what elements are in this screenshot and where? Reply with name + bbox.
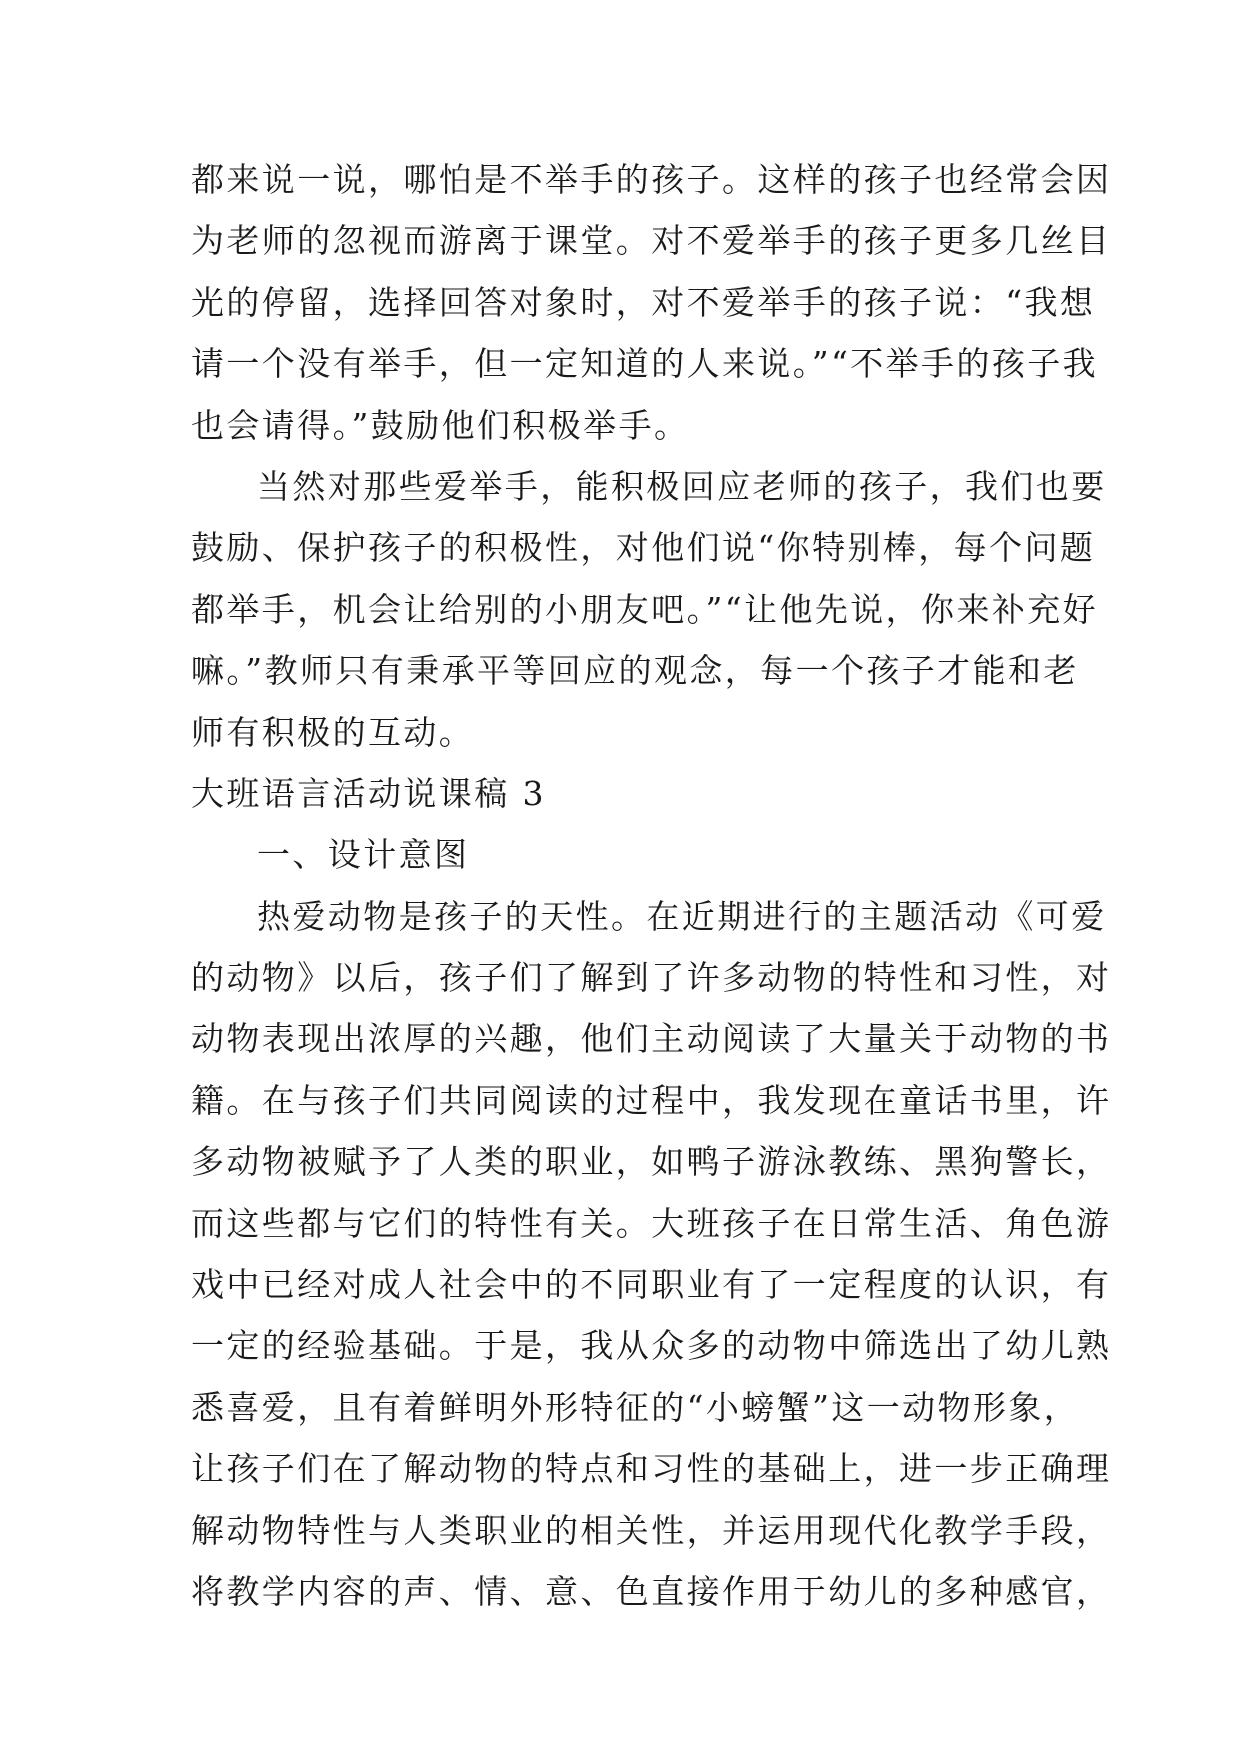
text-line: 而这些都与它们的特性有关。大班孩子在日常生活、角色游 [191, 1203, 1112, 1243]
text-line: 请一个没有举手，但一定知道的人来说。”“不举手的孩子我 [191, 344, 1099, 384]
text-line: 多动物被赋予了人类的职业，如鸭子游泳教练、黑狗警长， [191, 1142, 1112, 1182]
text-line: 嘛。”教师只有秉承平等回应的观念，每一个孩子才能和老 [191, 651, 1079, 691]
paragraph-start-line: 热爱动物是孩子的天性。在近期进行的主题活动《可爱 [257, 896, 1107, 936]
document-body [191, 149, 1112, 1622]
text-line: 让孩子们在了解动物的特点和习性的基础上，进一步正确理 [191, 1449, 1112, 1489]
text-line: 的动物》以后，孩子们了解到了许多动物的特性和习性，对 [191, 958, 1112, 998]
text-line: 师有积极的互动。 [191, 712, 475, 752]
text-line: 为老师的忽视而游离于课堂。对不爱举手的孩子更多几丝目 [191, 221, 1112, 261]
text-line: 也会请得。”鼓励他们积极举手。 [191, 405, 690, 445]
text-line: 光的停留，选择回答对象时，对不爱举手的孩子说：“我想 [191, 282, 1096, 322]
text-line: 都来说一说，哪怕是不举手的孩子。这样的孩子也经常会因 [191, 160, 1112, 199]
text-line: 鼓励、保护孩子的积极性，对他们说“你特别棒，每个问题 [191, 528, 1096, 568]
text-line: 一定的经验基础。于是，我从众多的动物中筛选出了幼儿熟 [191, 1326, 1112, 1366]
text-line: 戏中已经对成人社会中的不同职业有了一定程度的认识，有 [191, 1265, 1112, 1305]
text-line: 将教学内容的声、情、意、色直接作用于幼儿的多种感官， [191, 1571, 1112, 1611]
section-heading: 一、设计意图 [257, 835, 470, 875]
text-line: 悉喜爱，且有着鲜明外形特征的“小螃蟹”这一动物形象， [191, 1387, 1080, 1427]
text-line: 都举手，机会让给别的小朋友吧。”“让他先说，你来补充好 [191, 589, 1099, 629]
paragraph-start-line: 当然对那些爱举手，能积极回应老师的孩子，我们也要 [257, 466, 1107, 506]
text-line: 籍。在与孩子们共同阅读的过程中，我发现在童话书里，许 [191, 1080, 1112, 1120]
section-title: 大班语言活动说课稿 3 [191, 773, 546, 813]
text-line: 动物表现出浓厚的兴趣，他们主动阅读了大量关于动物的书 [191, 1019, 1112, 1059]
text-line: 解动物特性与人类职业的相关性，并运用现代化教学手段， [191, 1510, 1112, 1550]
